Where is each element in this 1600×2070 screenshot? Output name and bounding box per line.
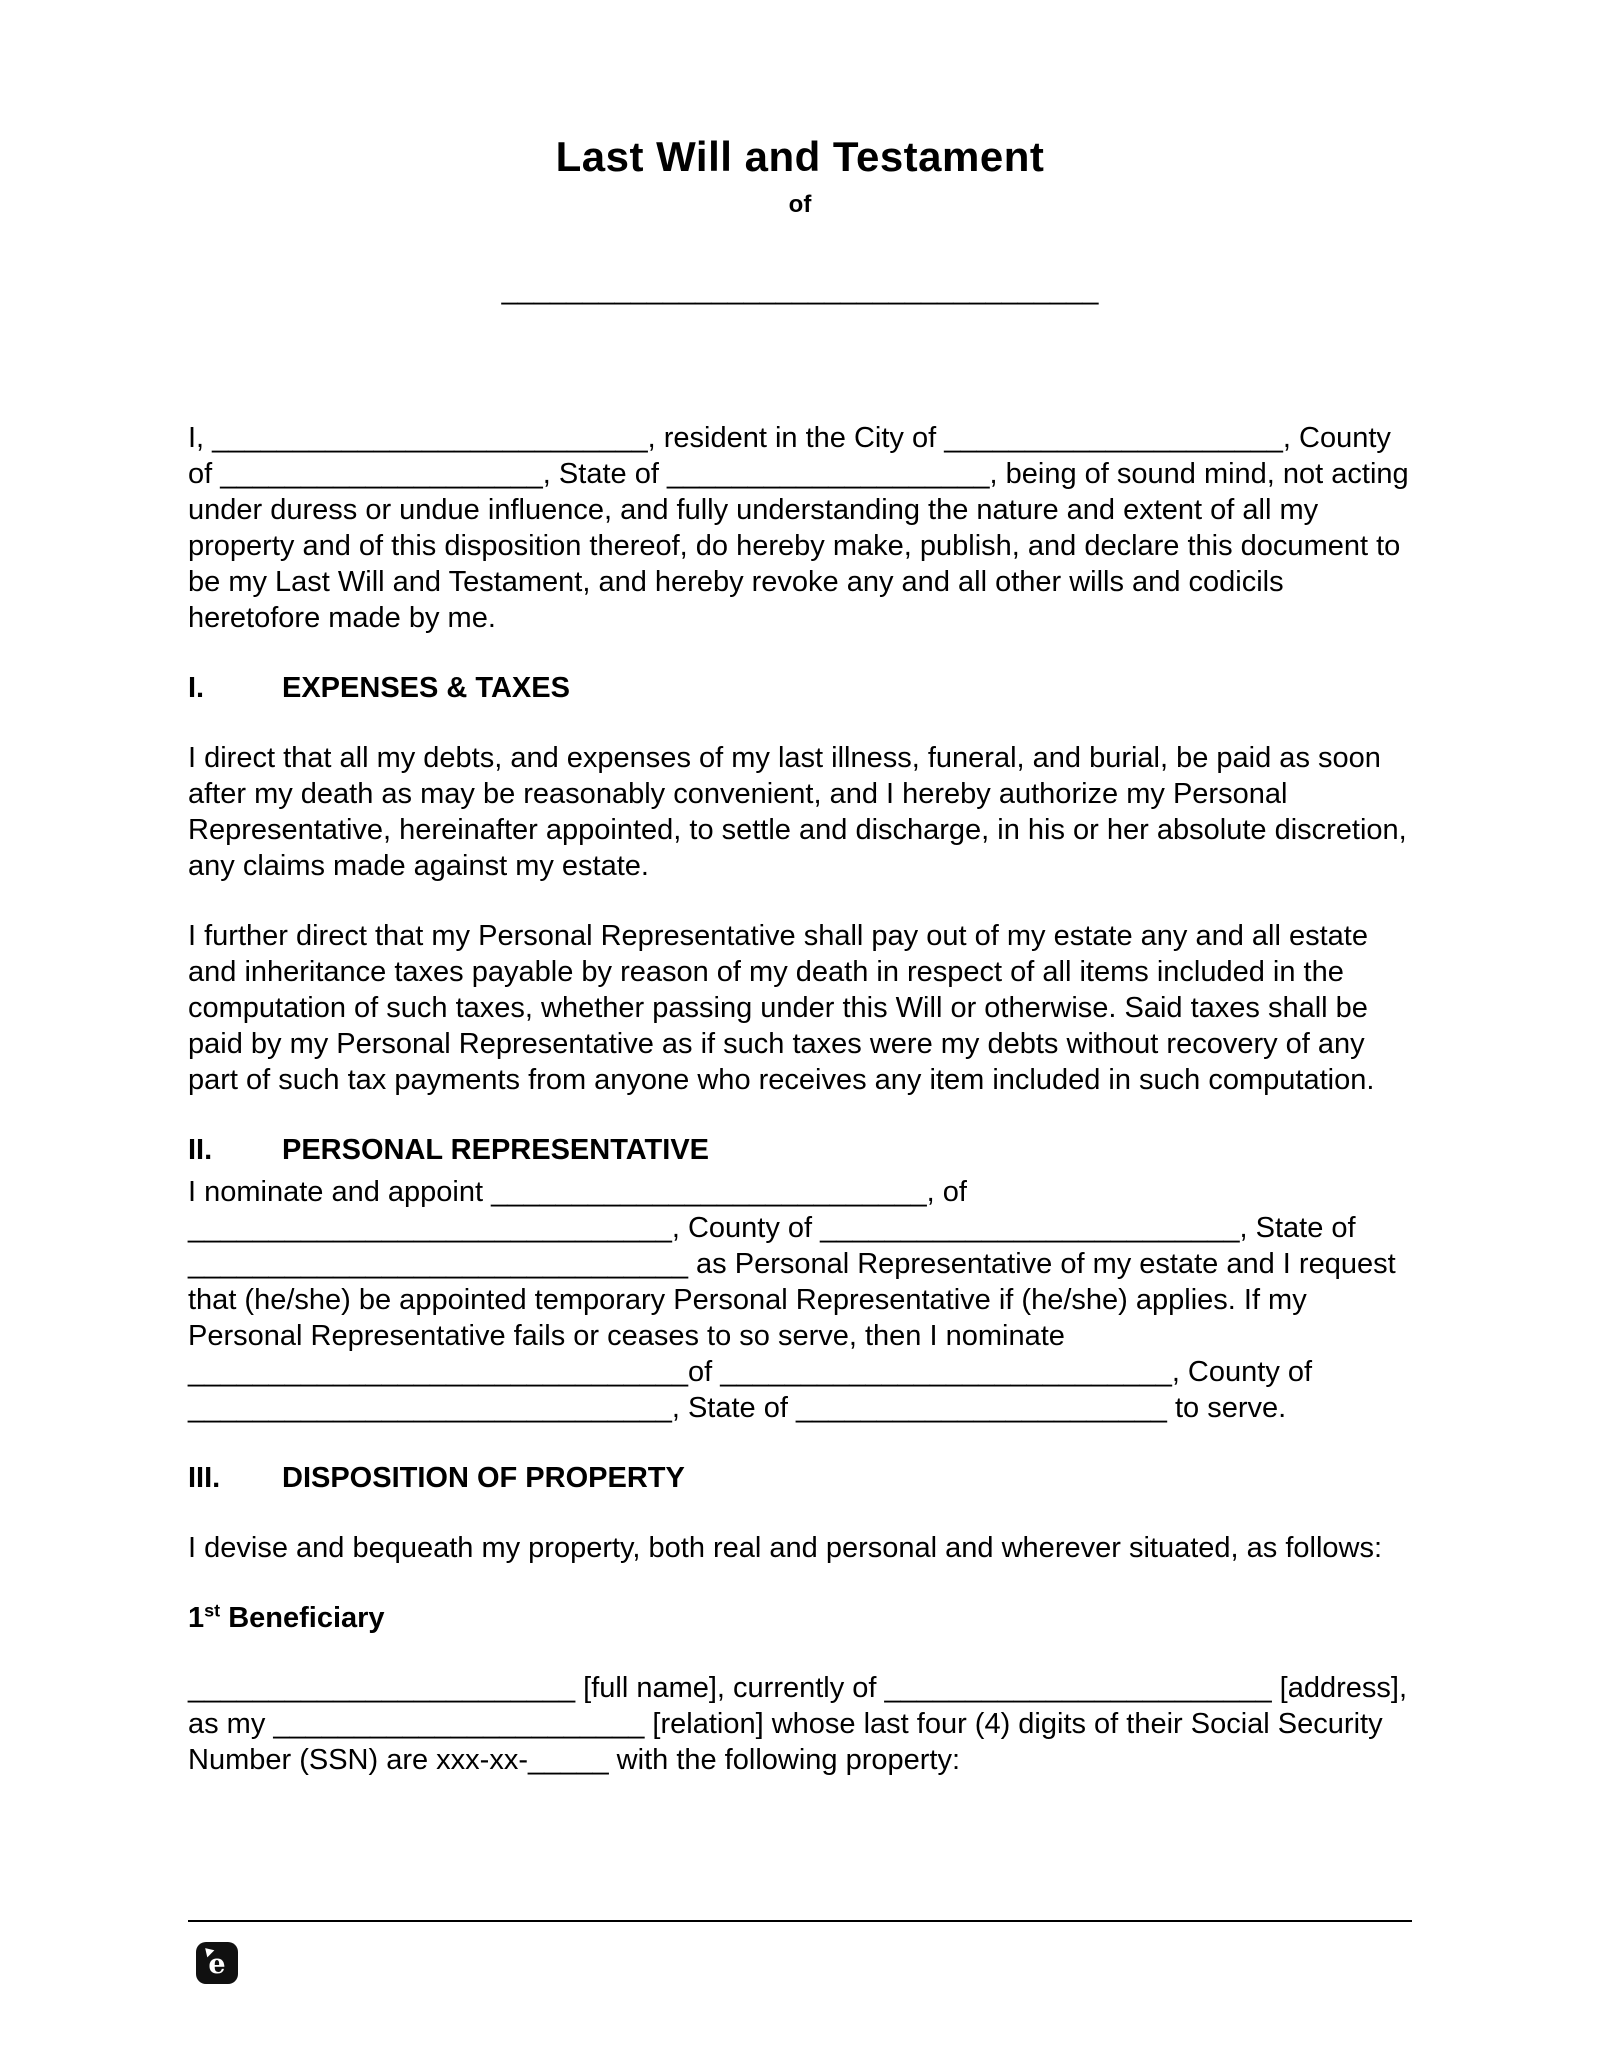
document-subtitle: of [788, 191, 812, 218]
section-3-title: DISPOSITION OF PROPERTY [282, 1462, 685, 1494]
section-2-number: II. [188, 1134, 213, 1166]
section-3-heading [188, 1460, 1412, 1496]
section-1-paragraph-1: I direct that all my debts, and expenses of my last illness, funeral, and burial, be paid as soon after my death as may be reasonably convenient, and I hereby authorize my Personal Representative, hereinafter appointed, to settle and discharge, in his or her absolute discretion, any claims made against my estate. [188, 742, 1407, 882]
beneficiary-paragraph: ________________________ [full name], currently of ________________________ [address], as my _______________________ [relation] whose last four (4) digits of their Social Security Number (SSN) are xxx-xx-_____ with the following property: [188, 1672, 1408, 1776]
section-1-title: EXPENSES & TAXES [282, 672, 570, 704]
beneficiary-ordinal-suffix: st [204, 1600, 221, 1621]
footer-divider [188, 1920, 1412, 1922]
beneficiary-ordinal-number: 1 [188, 1602, 205, 1634]
section-2-paragraph-1: I nominate and appoint ___________________________, of ______________________________, County of __________________________, State of _______________________________ as Personal Representative of my estate and I request that (he/she) be appointed temporary Personal Representative if (he/she) applies. If my Personal Representative fails or ceases to so serve, then I nominate _______________________________of ____________________________, County of ______________________________, State of _______________________ to serve. [188, 1176, 1396, 1424]
testator-name-blank: _____________________________________ [501, 274, 1099, 306]
document-title: Last Will and Testament [555, 133, 1045, 180]
section-1-heading [188, 670, 1412, 706]
eforms-logo-letter: e [208, 1948, 226, 1980]
section-2-title: PERSONAL REPRESENTATIVE [282, 1134, 710, 1166]
opening-paragraph: I, ___________________________, resident in the City of _____________________, County of ____________________, State of ____________________, being of sound mind, not acting under duress or undue influence, and fully understanding the nature and extent of all my property and of this disposition thereof, do hereby make, publish, and declare this document to be my Last Will and Testament, and hereby revoke any and all other wills and codicils heretofore made by me. [188, 422, 1409, 634]
beneficiary-heading [188, 1600, 1412, 1636]
eforms-logo [196, 1942, 238, 1984]
section-2-heading [188, 1132, 1412, 1168]
section-3-number: III. [188, 1462, 221, 1494]
section-3-paragraph-1: I devise and bequeath my property, both real and personal and wherever situated, as follows: [188, 1532, 1383, 1564]
beneficiary-label: Beneficiary [228, 1602, 385, 1634]
section-1-paragraph-2: I further direct that my Personal Representative shall pay out of my estate any and all estate and inheritance taxes payable by reason of my death in respect of all items included in the computation of such taxes, whether passing under this Will or otherwise. Said taxes shall be paid by my Personal Representative as if such taxes were my debts without recovery of any part of such tax payments from anyone who receives any item included in such computation. [188, 920, 1375, 1096]
section-1-number: I. [188, 672, 205, 704]
document-content [188, 0, 1412, 1778]
